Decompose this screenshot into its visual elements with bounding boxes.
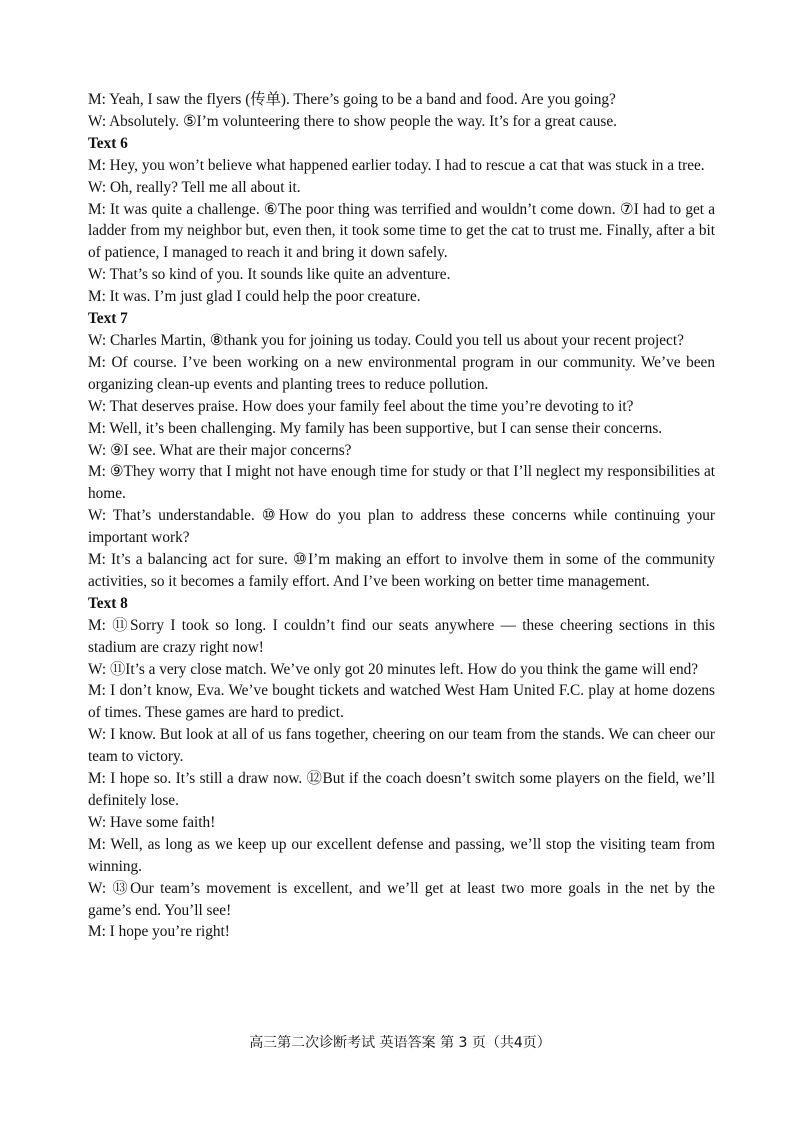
dialogue-line: W: Charles Martin, ⑧thank you for joining us today. Could you tell us about your recent project?: [88, 331, 684, 349]
dialogue-line: M: ⑨They worry that I might not have enough time for study or that I’ll neglect my responsibilities at home.: [88, 463, 715, 503]
section-heading: Text 7: [88, 310, 128, 328]
dialogue-line: W: That deserves praise. How does your family feel about the time you’re devoting to it?: [88, 397, 634, 415]
dialogue-line: M: Yeah, I saw the flyers (传单). There’s going to be a band and food. Are you going?: [88, 91, 616, 108]
dialogue-line: M: Hey, you won’t believe what happened earlier today. I had to rescue a cat that was stuck in a tree.: [88, 156, 705, 174]
section-heading: Text 8: [88, 594, 128, 612]
dialogue-line: M: I don’t know, Eva. We’ve bought tickets and watched West Ham United F.C. play at home dozens of times. These games are hard to predict.: [88, 682, 715, 722]
section-heading: Text 6: [88, 134, 128, 152]
dialogue-line: W: ⑪It’s a very close match. We’ve only got 20 minutes left. How do you think the game will end?: [88, 660, 699, 678]
dialogue-line: M: It was. I’m just glad I could help the poor creature.: [88, 288, 421, 306]
dialogue-line: W: Oh, really? Tell me all about it.: [88, 178, 301, 196]
dialogue-line: W: That’s so kind of you. It sounds like quite an adventure.: [88, 266, 451, 284]
dialogue-line: W: Absolutely. ⑤I’m volunteering there to show people the way. It’s for a great cause.: [88, 112, 617, 130]
dialogue-line: M: I hope you’re right!: [88, 923, 230, 941]
page-footer: 高三第二次诊断考试 英语答案 第 3 页（共4页）: [249, 1035, 551, 1051]
dialogue-line: M: Well, it’s been challenging. My family has been supportive, but I can sense their concerns.: [88, 419, 663, 437]
dialogue-line: W: ⑬Our team’s movement is excellent, and we’ll get at least two more goals in the net by the game’s end. You’ll see!: [88, 879, 715, 919]
dialogue-line: W: Have some faith!: [88, 813, 216, 831]
dialogue-line: M: ⑪Sorry I took so long. I couldn’t find our seats anywhere — these cheering sections in this stadium are crazy right now!: [88, 616, 715, 656]
dialogue-line: M: It’s a balancing act for sure. ⑩I’m making an effort to involve them in some of the community activities, so it becomes a family effort. And I’ve been working on better time management.: [88, 551, 715, 590]
dialogue-line: M: It was quite a challenge. ⑥The poor thing was terrified and wouldn’t come down. ⑦I had to get a ladder from my neighbor but, even then, it took some time to get the cat to trust me. Finally, after a bit of patience, I managed to reach it and bring it down safely.: [88, 200, 715, 262]
dialogue-line: M: I hope so. It’s still a draw now. ⑫But if the coach doesn’t switch some players on the field, we’ll definitely lose.: [88, 770, 715, 809]
dialogue-line: M: Well, as long as we keep up our excellent defense and passing, we’ll stop the visiting team from winning.: [88, 835, 715, 875]
dialogue-line: W: I know. But look at all of us fans together, cheering on our team from the stands. We can cheer our team to victory.: [88, 726, 715, 766]
dialogue-line: W: That’s understandable. ⑩How do you plan to address these concerns while continuing your important work?: [88, 507, 715, 547]
dialogue-line: W: ⑨I see. What are their major concerns?: [88, 441, 352, 459]
answer-page-body: [88, 89, 715, 943]
dialogue-line: M: Of course. I’ve been working on a new environmental program in our community. We’ve been organizing clean-up events and planting trees to reduce pollution.: [88, 353, 715, 393]
